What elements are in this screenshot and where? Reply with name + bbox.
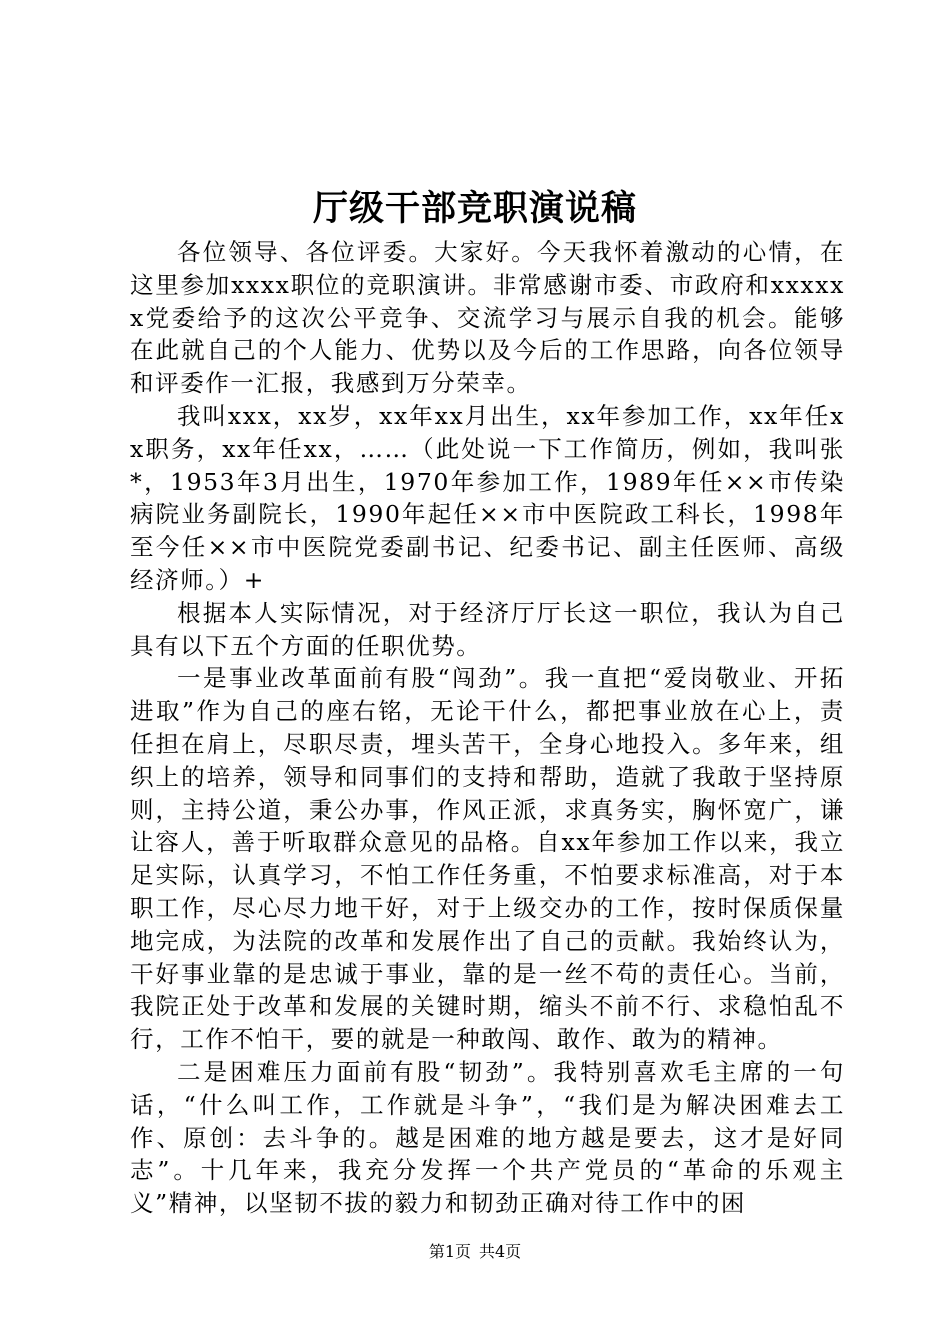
paragraph-advantage-two: 二是困难压力面前有股“韧劲”。我特别喜欢毛主席的一句话，“什么叫工作，工作就是斗争”，“我们是为解决困难去工作、原创：去斗争的。越是困难的地方越是要去，这才是好同志”。十几年来，我充分发挥一个共产党员的“革命的乐观主义”精神，以坚韧不拔的毅力和韧劲正确对待工作中的困 <box>130 1057 845 1218</box>
paragraph-greeting: 各位领导、各位评委。大家好。今天我怀着激动的心情，在这里参加xxxx职位的竞职演讲。非常感谢市委、市政府和xxxxxx党委给予的这次公平竞争、交流学习与展示自我的机会。能够在此就自己的个人能力、优势以及今后的工作思路，向各位领导和评委作一汇报，我感到万分荣幸。 <box>130 238 845 398</box>
paragraph-advantage-one: 一是事业改革面前有股“闯劲”。我一直把“爱岗敬业、开拓进取”作为自己的座右铭，无论干什么，都把事业放在心上，责任担在肩上，尽职尽责，埋头苦干，全身心地投入。多年来，组织上的培养，领导和同事们的支持和帮助，造就了我敢于坚持原则，主持公道，秉公办事，作风正派，求真务实，胸怀宽广，谦让容人，善于听取群众意见的品格。自xx年参加工作以来，我立足实际，认真学习，不怕工作任务重，不怕要求标准高，对于本职工作，尽心尽力地干好，对于上级交办的工作，按时保质保量地完成，为法院的改革和发展作出了自己的贡献。我始终认为，干好事业靠的是忠诚于事业，靠的是一丝不苟的责任心。当前，我院正处于改革和发展的关键时期，缩头不前不行、求稳怕乱不行，工作不怕干，要的就是一种敢闯、敢作、敢为的精神。 <box>130 664 845 1054</box>
page-number: 第1页 <box>428 1242 471 1261</box>
page-footer <box>0 1240 950 1264</box>
document-title: 厅级干部竞职演说稿 <box>312 188 637 229</box>
document-body <box>130 236 845 1220</box>
paragraph-resume: 我叫xxx，xx岁，xx年xx月出生，xx年参加工作，xx年任xx职务，xx年任xx，……（此处说一下工作简历，例如，我叫张*，1953年3月出生，1970年参加工作，1989年任××市传染病院业务副院长，1990年起任××市中医院政工科长，1998年至今任××市中医院党委副书记、纪委书记、副主任医师、高级经济师。）+ <box>130 401 845 594</box>
page-total: 共4页 <box>479 1242 522 1261</box>
paragraph-advantages-intro: 根据本人实际情况，对于经济厅厅长这一职位，我认为自己具有以下五个方面的任职优势。 <box>130 598 845 660</box>
